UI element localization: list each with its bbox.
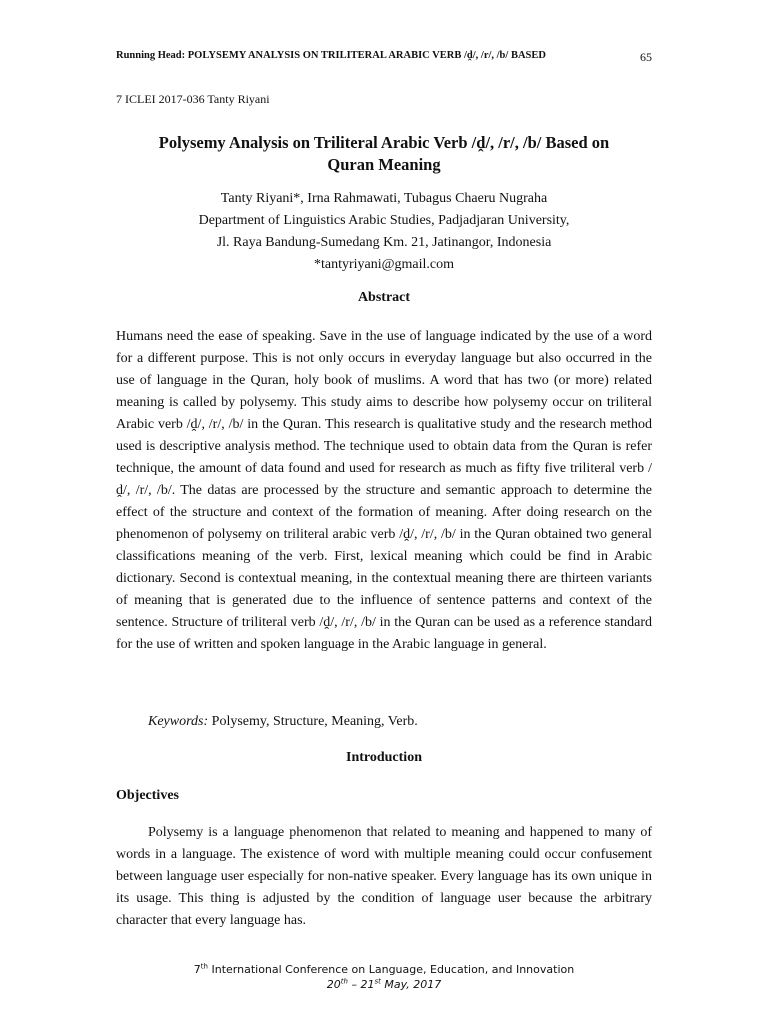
introduction-heading: Introduction <box>346 750 422 765</box>
footer-date <box>116 977 652 992</box>
footer-date-end-sup: st <box>374 977 381 986</box>
footer-date-start: 20 <box>326 978 341 991</box>
paper-id: 7 ICLEI 2017-036 Tanty Riyani <box>116 92 270 106</box>
page-footer <box>116 962 652 992</box>
footer-date-rest: May, 2017 <box>380 978 442 991</box>
paper-title <box>116 132 652 176</box>
keywords-line <box>148 714 418 730</box>
running-head <box>116 50 652 66</box>
page-number: 65 <box>640 50 652 64</box>
paper-title-line-2: Quran Meaning <box>327 155 441 174</box>
footer-conf-sup: th <box>200 962 208 971</box>
footer-date-start-sup: th <box>340 977 348 986</box>
keywords-label: Keywords: <box>148 714 209 729</box>
author-email: *tantyriyani@gmail.com <box>313 257 455 272</box>
abstract-heading: Abstract <box>357 290 411 305</box>
author-names: Tanty Riyani*, Irna Rahmawati, Tubagus Chaeru Nugraha <box>220 191 548 206</box>
author-department: Department of Linguistics Arabic Studies, Padjadjaran University, <box>198 213 570 228</box>
author-address: Jl. Raya Bandung-Sumedang Km. 21, Jatinangor, Indonesia <box>216 235 552 250</box>
running-head-text: Running Head: POLYSEMY ANALYSIS ON TRILITERAL ARABIC VERB /ḓ/, /r/, /b/ BASED <box>116 50 546 61</box>
keywords-values: Polysemy, Structure, Meaning, Verb. <box>211 714 418 729</box>
footer-conference <box>116 962 652 977</box>
footer-date-sep: – 21 <box>347 978 375 991</box>
objectives-heading: Objectives <box>116 788 179 803</box>
footer-conf-num: 7 <box>193 963 201 976</box>
author-block <box>116 188 652 276</box>
abstract-body: Humans need the ease of speaking. Save in the use of language indicated by the use of a word for a different purpose. This is not only occurs in everyday language but also occurred in the use of language in the Quran, holy book of muslims. A word that has two (or more) related meaning is called by polysemy. This study aims to describe how polysemy occur on triliteral Arabic verb /ḓ/, /r/, /b/ in the Quran. This research is qualitative study and the research method used is descriptive analysis method. The technique used to obtain data from the Quran is refer technique, the amount of data found and used for research as much as fifty five triliteral verb /ḓ/, /r/, /b/. The datas are processed by the structure and semantic approach to determine the effect of the structure and context of the formation of meaning. After doing research on the phenomenon of polysemy on triliteral arabic verb /ḓ/, /r/, /b/ in the Quran obtained two general classifications meaning of the verb. First, lexical meaning which could be find in Arabic dictionary. Second is contextual meaning, in the contextual meaning there are thirteen variants of meaning that is generated due to the influence of sentence patterns and context of the sentence. Structure of triliteral verb /ḓ/, /r/, /b/ in the Quran can be used as a reference standard for the use of written and spoken language in the Arabic language in general. <box>116 329 652 652</box>
footer-conf-name: International Conference on Language, Education, and Innovation <box>207 963 575 976</box>
introduction-body: Polysemy is a language phenomenon that related to meaning and happened to many of words in a language. The existence of word with multiple meaning could occur confusement between language user especially for non-native speaker. Every language has its own unique in its usage. This thing is adjusted by the condition of language user because the arbitrary character that every language has. <box>116 825 652 928</box>
paper-title-line-1: Polysemy Analysis on Triliteral Arabic Verb /ḓ/, /r/, /b/ Based on <box>158 133 610 152</box>
